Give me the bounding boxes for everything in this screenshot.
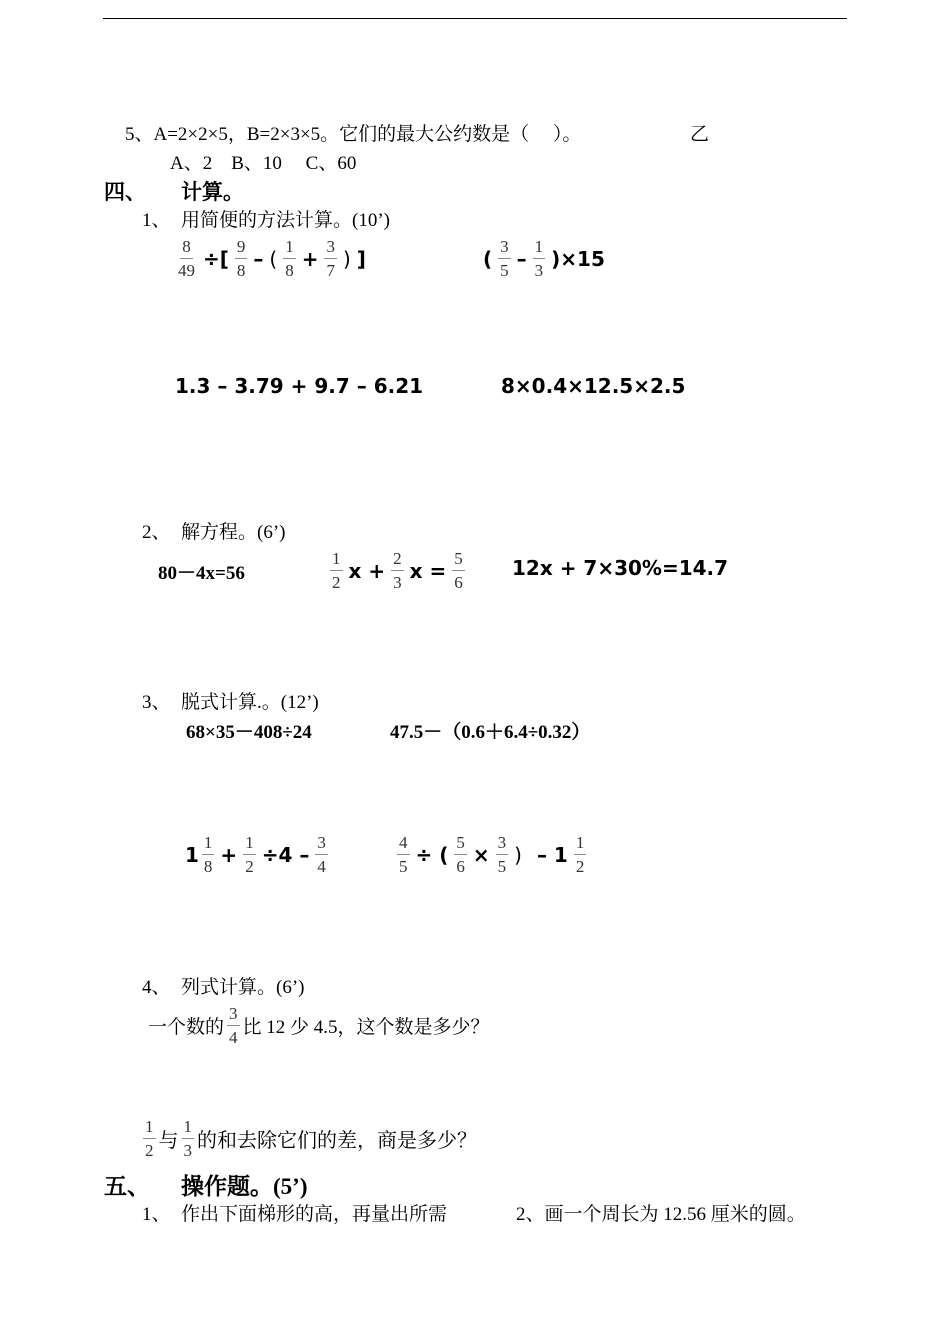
expr-simple-4: 8×0.4×12.5×2.5	[501, 374, 686, 398]
fraction: $\frac{1}{3}$	[534, 237, 544, 281]
fraction: $\frac{9}{8}$	[236, 237, 246, 281]
fraction: $\frac{1}{2}$	[575, 833, 585, 877]
q5-text: 5、A=2×2×5，B=2×3×5。它们的最大公约数是（ ）。	[125, 124, 582, 145]
part2-number: 2、	[142, 522, 171, 543]
stepwise-expr-3: 1 $\frac{1}{8}$ + $\frac{1}{2}$ ÷4 – $\frac{3}{4}$	[185, 833, 326, 877]
fraction: $\frac{1}{2}$	[332, 549, 341, 593]
section4-title: 计算。	[181, 180, 244, 204]
section5-title: 操作题。(5’)	[181, 1174, 308, 1199]
expr-simple-1: $\frac{8}{49}$ ÷[ $\frac{9}{8}$ – ( $\frac{1}{8}$ + $\frac{3}{7}$ ) ]	[178, 237, 366, 281]
stepwise-expr-4: $\frac{4}{5}$ ÷ ( $\frac{5}{6}$ × $\frac{3}{5}$ ) – 1 $\frac{1}{2}$	[399, 833, 585, 877]
fraction: $\frac{1}{8}$	[285, 237, 294, 281]
word-problem-2: $\frac{1}{2}$ 与 $\frac{1}{3}$ 的和去除它们的差，商是多少？	[145, 1117, 477, 1161]
stepwise-expr-1: 68×35－408÷24	[186, 722, 312, 743]
fraction: $\frac{4}{5}$	[399, 833, 408, 877]
fraction: $\frac{3}{4}$	[317, 833, 326, 877]
section4-number: 四、	[104, 180, 146, 204]
fraction: $\frac{1}{8}$	[203, 833, 213, 877]
fraction: $\frac{1}{2}$	[245, 833, 254, 877]
equation-2: $\frac{1}{2}$ x + $\frac{2}{3}$ x = $\frac{5}{6}$	[332, 549, 463, 593]
fraction: $\frac{5}{6}$	[454, 549, 463, 593]
fraction: $\frac{3}{7}$	[326, 237, 335, 281]
expr-simple-3: 1.3 – 3.79 + 9.7 – 6.21	[175, 374, 424, 398]
fraction: $\frac{2}{3}$	[393, 549, 402, 593]
section5-number: 五、	[104, 1174, 150, 1199]
part2-title: 解方程。(6’)	[181, 522, 286, 543]
stepwise-expr-2: 47.5－（0.6＋6.4÷0.32）	[390, 722, 591, 743]
fraction: $\frac{3}{5}$	[500, 237, 509, 281]
expr-simple-2: ( $\frac{3}{5}$ – $\frac{1}{3}$ )×15	[483, 237, 605, 281]
fraction: $\frac{1}{3}$	[183, 1117, 192, 1161]
part4-number: 4、	[142, 977, 171, 998]
fraction: $\frac{1}{2}$	[145, 1117, 154, 1161]
q5-options: A、2 B、10 C、60	[170, 153, 357, 174]
part3-number: 3、	[142, 692, 171, 713]
operation-item-2: 2、画一个周长为 12.56 厘米的圆。	[516, 1204, 806, 1225]
part1-title: 用简便的方法计算。(10’)	[181, 210, 390, 231]
fraction: $\frac{3}{4}$	[229, 1004, 238, 1048]
equation-1: 80－4x=56	[158, 563, 245, 584]
part1-number: 1、	[142, 210, 171, 231]
word-problem-1: 一个数的 $\frac{3}{4}$ 比 12 少 4.5，这个数是多少？	[148, 1004, 490, 1048]
q5-mark: 乙	[690, 124, 710, 145]
fraction: $\frac{3}{5}$	[497, 833, 507, 877]
header-rule	[103, 18, 847, 19]
part4-title: 列式计算。(6’)	[181, 977, 305, 998]
operation-item-1: 作出下面梯形的高，再量出所需	[181, 1204, 448, 1225]
fraction: $\frac{8}{49}$	[178, 237, 195, 281]
part3-title: 脱式计算.。(12’)	[181, 692, 319, 713]
fraction: $\frac{5}{6}$	[456, 833, 465, 877]
equation-3: 12x + 7×30%=14.7	[512, 556, 729, 580]
operation-item-1-number: 1、	[142, 1204, 171, 1225]
